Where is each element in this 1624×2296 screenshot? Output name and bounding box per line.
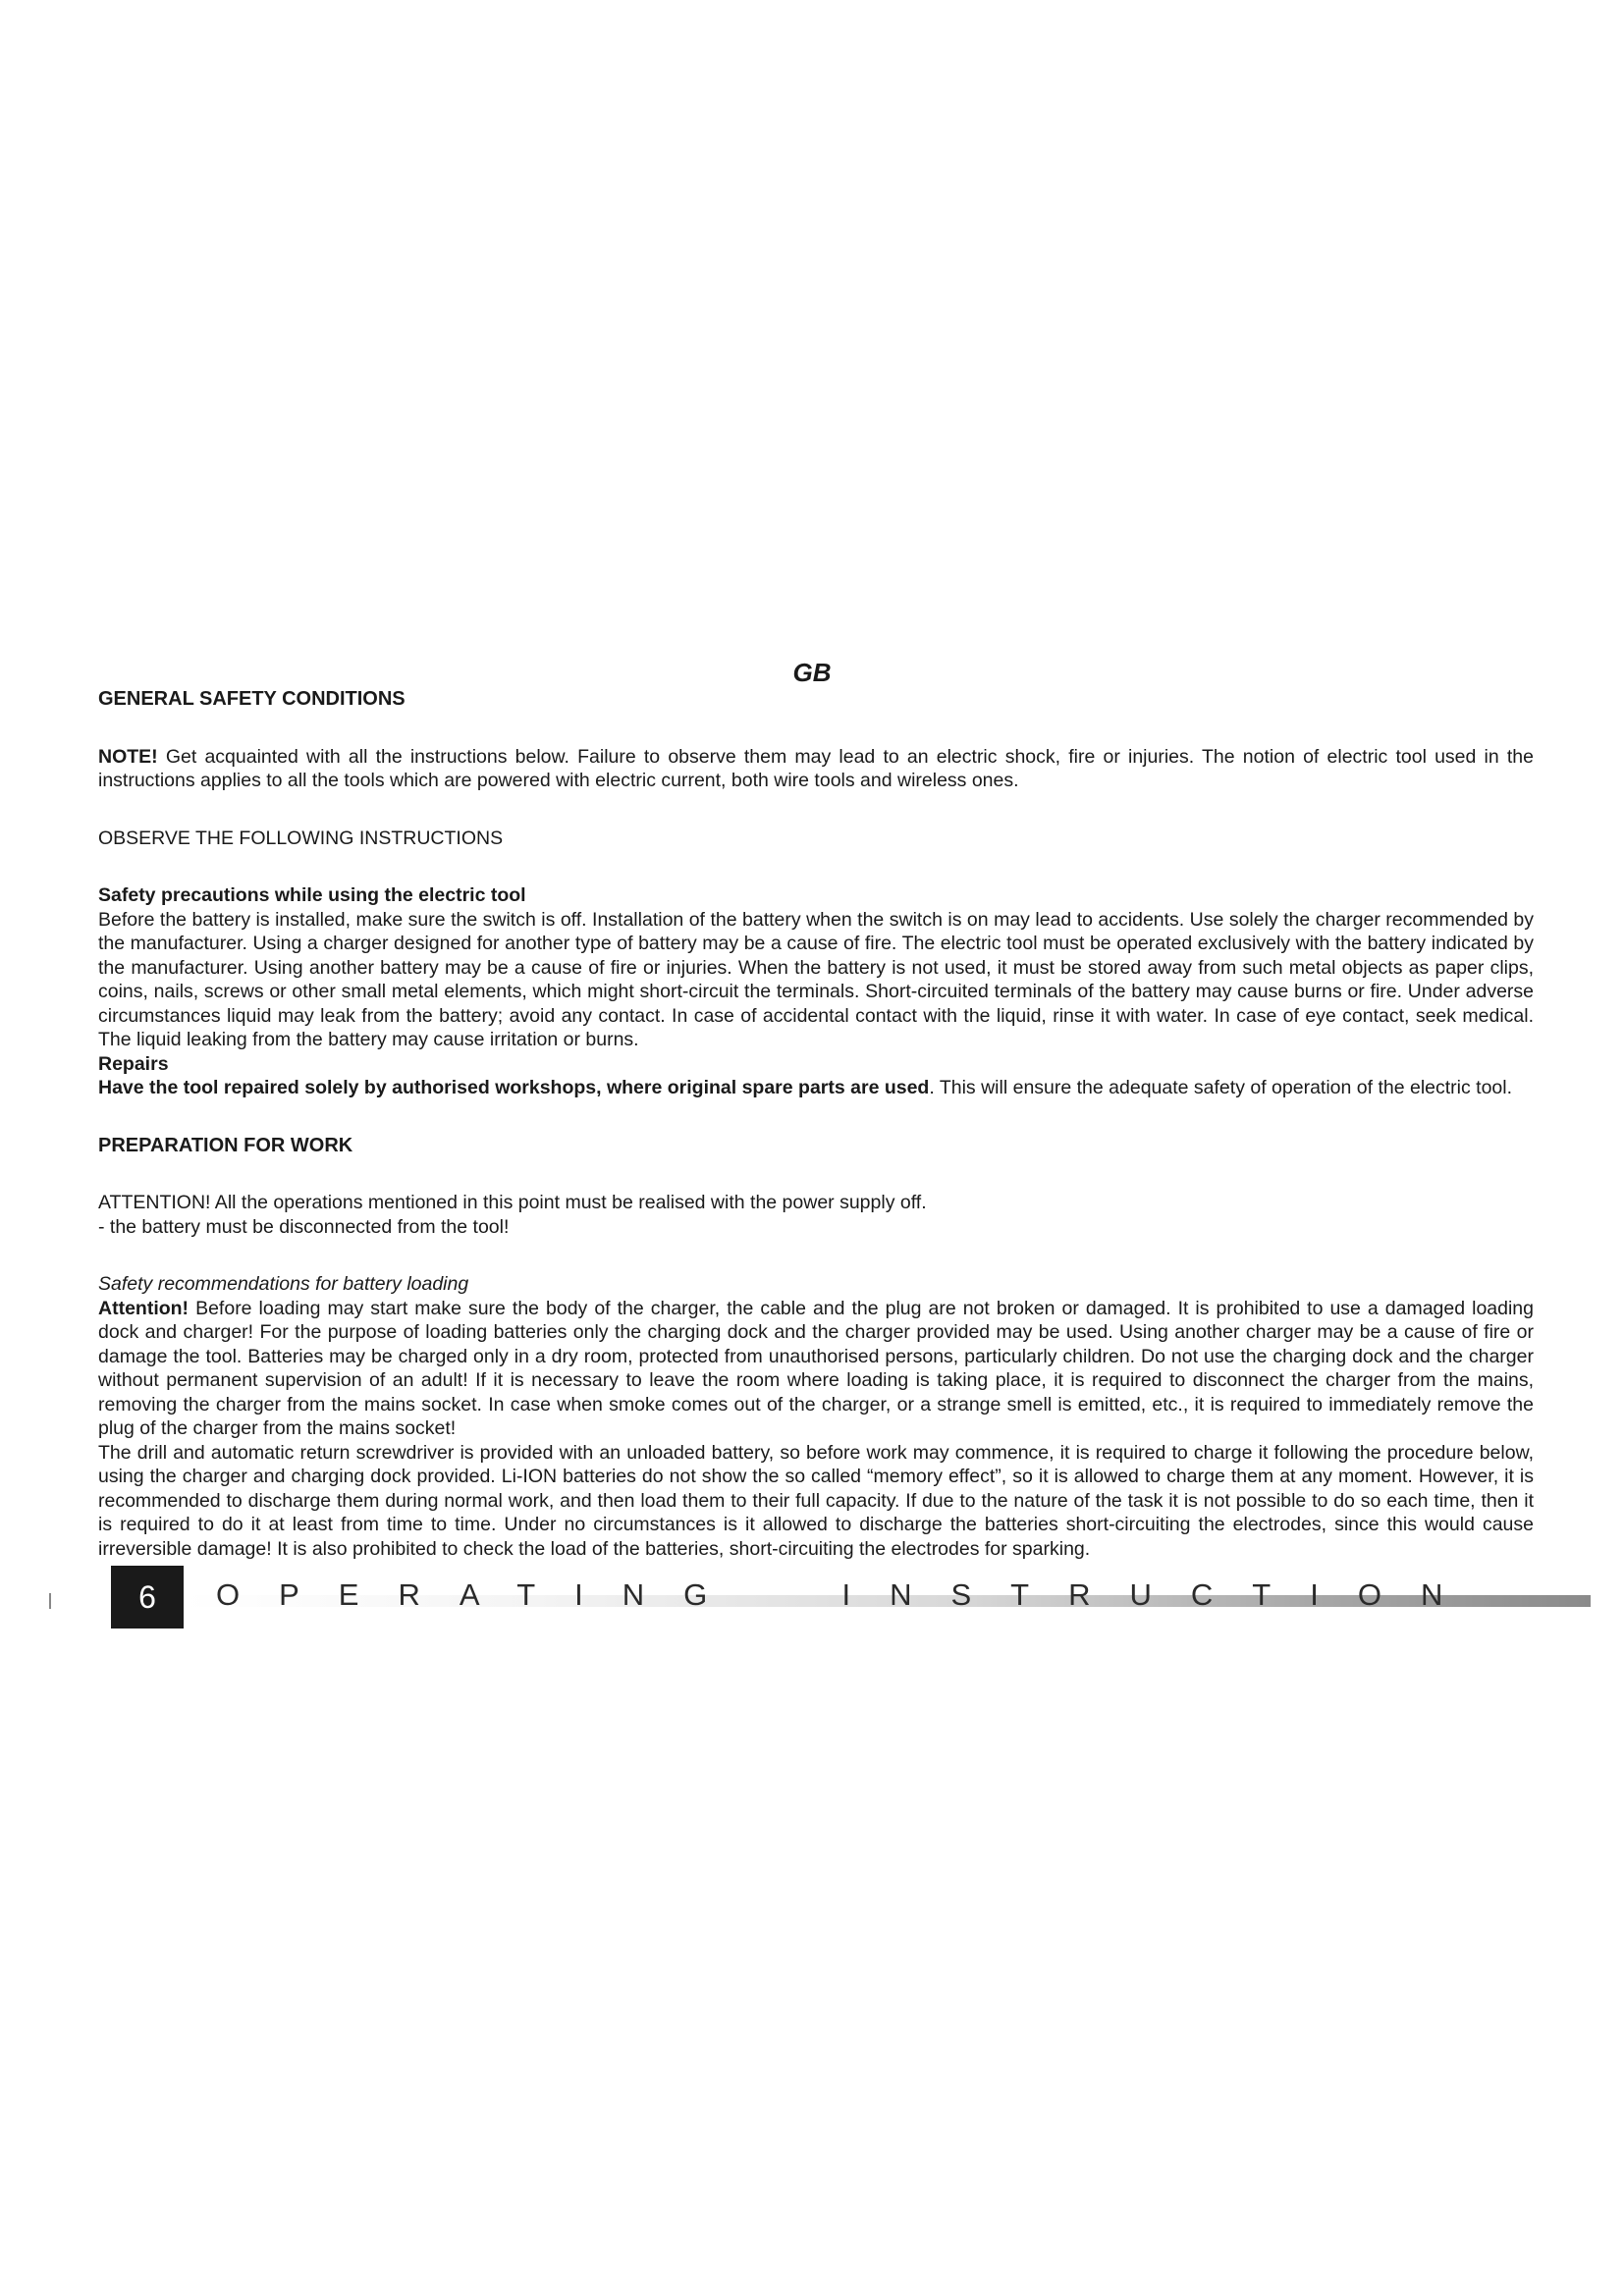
footer-title: OPERATING INSTRUCTION	[216, 1577, 1483, 1612]
safety-title: Safety precautions while using the electric tool	[98, 884, 526, 906]
section-title-preparation: PREPARATION FOR WORK	[98, 1134, 353, 1156]
loading-text: Before loading may start make sure the body of the charger, the cable and the plug are not broken or damaged. It is prohibited to use a damaged loading dock and charger! For the purpose of loading batteries only the charging dock and the charger provided may be used. Using another charger may be a cause of fire or damage the tool. Batteries may be charged only in a dry room, protected from unauthorised persons, particularly children. Do not use the charging dock and the charger without permanent supervision of an adult! If it is necessary to leave the room where loading is taking place, it is required to disconnect the charger from the mains, removing the charger from the mains socket. In case when smoke comes out of the charger, or a strange smell is emitted, etc., it is required to immediately remove the plug of the charger from the mains socket!	[98, 1297, 1534, 1439]
loading-lead: Attention!	[98, 1297, 189, 1319]
safety-paragraph: Before the battery is installed, make sure the switch is off. Installation of the battery when the switch is on may lead to accidents. Use solely the charger recommended by the manufacturer. Using a charger designed for another type of battery may be a cause of fire. The electric tool must be operated exclusively with the battery indicated by the manufacturer. Using another battery may be a cause of fire or injuries. When the battery is not used, it must be stored away from such metal objects as paper clips, coins, nails, screws or other small metal elements, which might short-circuit the terminals. Short-circuited terminals of the battery may cause burns or fire. Under adverse circumstances liquid may leak from the battery; avoid any contact. In case of accidental contact with the liquid, rinse it with water. In case of eye contact, seek medical. The liquid leaking from the battery may cause irritation or burns.	[98, 908, 1534, 1050]
note-text: Get acquainted with all the instructions below. Failure to observe them may lead to an electric shock, fire or injuries. The notion of electric tool used in the instructions applies to all the tools which are powered with electric current, both wire tools and wireless ones.	[98, 745, 1534, 791]
repairs-title: Repairs	[98, 1052, 169, 1075]
repairs-paragraph	[98, 1076, 1534, 1100]
margin-mark	[49, 1593, 51, 1609]
language-code: GB	[792, 658, 832, 687]
section-title-general: GENERAL SAFETY CONDITIONS	[98, 688, 406, 710]
document-body	[98, 687, 1534, 1561]
drill-paragraph: The drill and automatic return screwdriver is provided with an unloaded battery, so before work may commence, it is required to charge it following the procedure below, using the charger and charging dock provided. Li-ION batteries do not show the so called “memory effect”, so it is allowed to charge them at any moment. However, it is recommended to discharge them during normal work, and then load them to their full capacity. If due to the nature of the task it is not possible to do so each time, then it is required to do it at least from time to time. Under no circumstances is it allowed to discharge the batteries short-circuiting the electrodes, since this would cause irreversible damage! It is also prohibited to check the load of the batteries, short-circuiting the electrodes for sparking.	[98, 1441, 1534, 1560]
page-footer	[0, 1566, 1624, 1634]
prep-attention: ATTENTION! All the operations mentioned in this point must be realised with the power supply off.	[98, 1192, 927, 1213]
loading-paragraph	[98, 1297, 1534, 1441]
note-lead: NOTE!	[98, 745, 158, 768]
note-paragraph	[98, 745, 1534, 793]
page-number-text: 6	[138, 1578, 156, 1615]
page-number	[111, 1566, 184, 1629]
repairs-bold: Have the tool repaired solely by authorised workshops, where original spare parts are used	[98, 1077, 930, 1098]
loading-title: Safety recommendations for battery loading	[98, 1273, 469, 1295]
observe-heading: OBSERVE THE FOLLOWING INSTRUCTIONS	[98, 827, 504, 849]
prep-battery: - the battery must be disconnected from the tool!	[98, 1215, 510, 1238]
repairs-text: . This will ensure the adequate safety of operation of the electric tool.	[929, 1077, 1513, 1098]
